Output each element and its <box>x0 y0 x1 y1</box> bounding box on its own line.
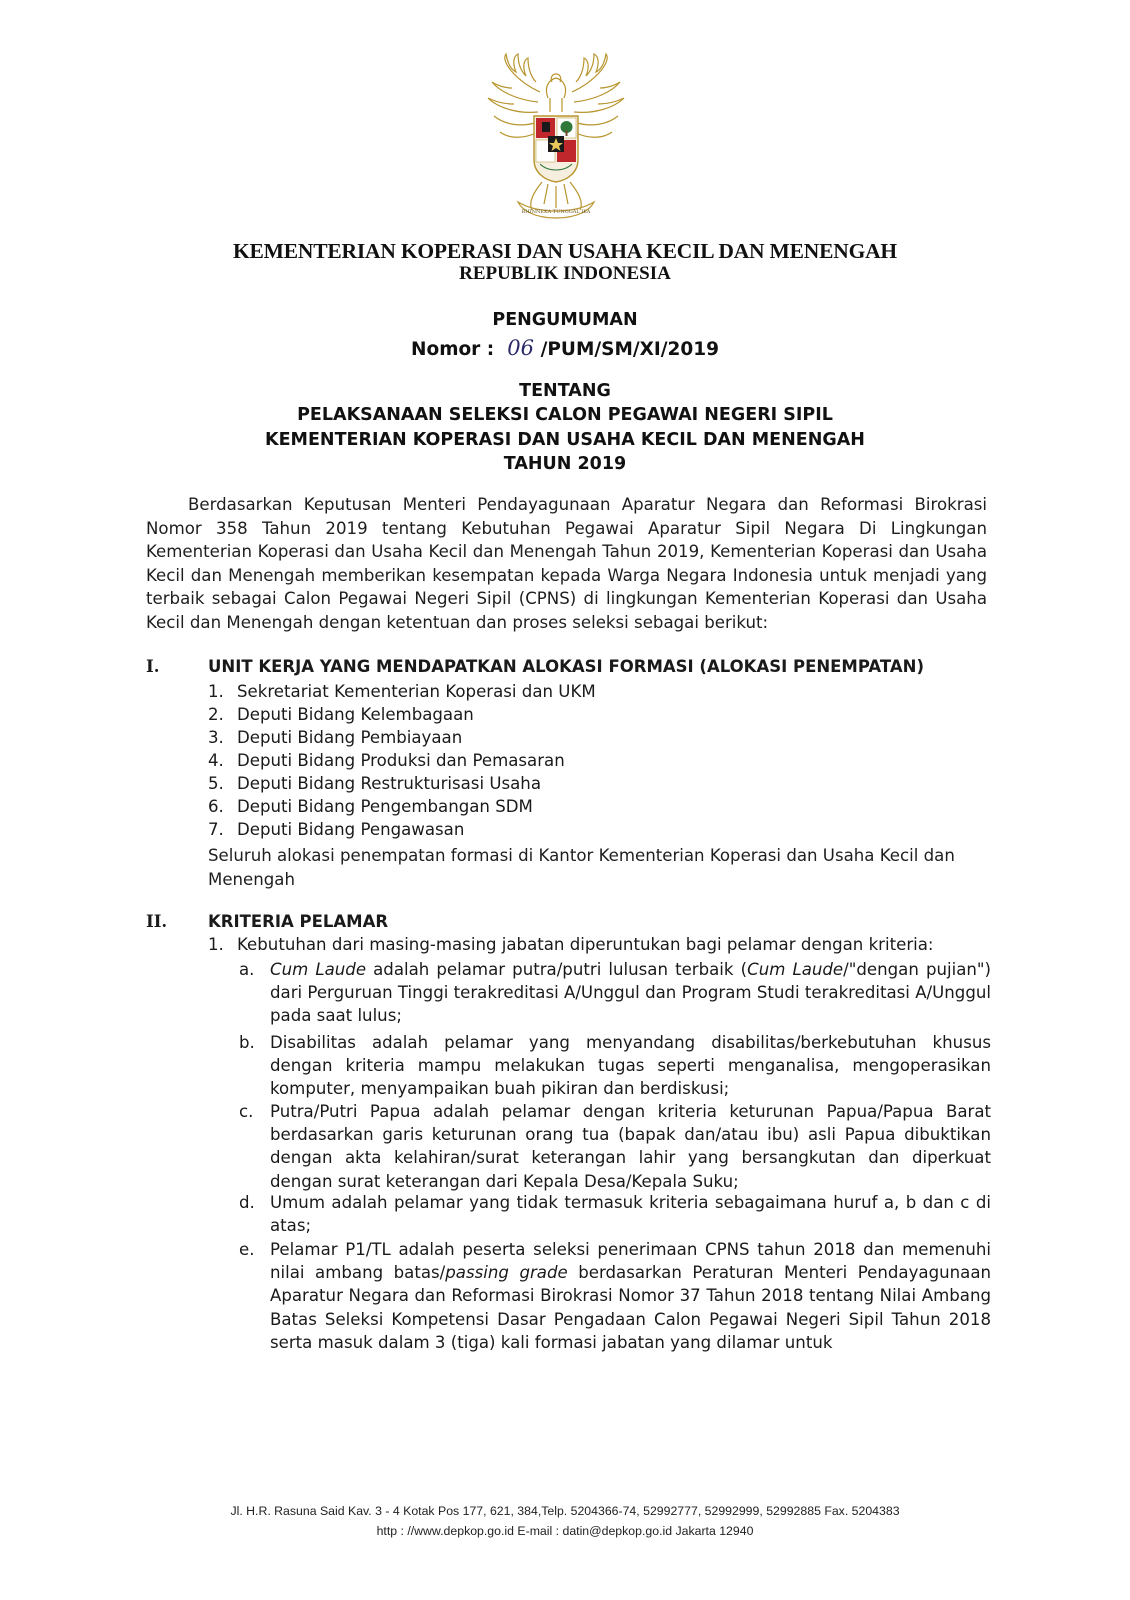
title-line-3: TAHUN 2019 <box>503 454 627 474</box>
section-1-title: UNIT KERJA YANG MENDAPATKAN ALOKASI FORMASI (ALOKASI PENEMPATAN) <box>208 657 925 676</box>
nomor-prefix: Nomor : <box>411 339 495 360</box>
tentang-label: TENTANG <box>519 381 611 401</box>
announcement-number <box>0 336 1130 360</box>
title-line-1: PELAKSANAAN SELEKSI CALON PEGAWAI NEGERI SIPIL <box>297 405 833 425</box>
announcement-label: PENGUMUMAN <box>492 310 638 330</box>
emblem-motto: BHINNEKA TUNGGAL IKA <box>521 209 591 215</box>
list-item: 6. Deputi Bidang Pengembangan SDM <box>208 797 533 816</box>
list-item: 4. Deputi Bidang Produksi dan Pemasaran <box>208 751 565 770</box>
country-name: REPUBLIK INDONESIA <box>459 263 671 284</box>
intro-paragraph: Berdasarkan Keputusan Menteri Pendayagunaan Aparatur Negara dan Reformasi Birokrasi Nomor 358 Tahun 2019 tentang Kebutuhan Pegawai Aparatur Sipil Negara Di Lingkungan Kementerian Koperasi dan Usaha Kecil dan Menengah Tahun 2019, Kementerian Koperasi dan Usaha Kecil dan Menengah memberikan kesempatan kepada Warga Negara Indonesia untuk menjadi yang terbaik sebagai Calon Pegawai Negeri Sipil (CPNS) di lingkungan Kementerian Koperasi dan Usaha Kecil dan Menengah dengan ketentuan dan proses seleksi sebagai berikut: <box>146 495 987 632</box>
nomor-suffix: /PUM/SM/XI/2019 <box>540 339 719 360</box>
list-item: 3. Deputi Bidang Pembiayaan <box>208 728 463 747</box>
criteria-a: a. Cum Laude adalah pelamar putra/putri lulusan terbaik (Cum Laude/"dengan pujian") dari Perguruan Tinggi terakreditasi A/Unggul dan Program Studi terakreditasi A/Unggul pada saat lulus; <box>239 960 992 1026</box>
section-1-number: I. <box>146 657 160 676</box>
footer-contact: http : //www.depkop.go.id E-mail : datin@depkop.go.id Jakarta 12940 <box>376 1524 754 1538</box>
section-1-closing: Seluruh alokasi penempatan formasi di Kantor Kementerian Koperasi dan Usaha Kecil dan Menengah <box>208 846 955 889</box>
list-item: 2. Deputi Bidang Kelembagaan <box>208 705 474 724</box>
footer-address: Jl. H.R. Rasuna Said Kav. 3 - 4 Kotak Pos 177, 621, 384,Telp. 5204366-74, 52992777, 52992999, 52992885 Fax. 5204383 <box>230 1504 900 1518</box>
section-2-number: II. <box>146 912 168 931</box>
work-unit-list <box>208 680 596 841</box>
handwritten-number: 06 <box>507 336 534 360</box>
list-item: 7. Deputi Bidang Pengawasan <box>208 820 465 839</box>
garuda-emblem <box>478 52 634 230</box>
criteria-d: d. Umum adalah pelamar yang tidak termasuk kriteria sebagaimana huruf a, b dan c di atas; <box>239 1193 991 1236</box>
criteria-b: b. Disabilitas adalah pelamar yang menyandang disabilitas/berkebutuhan khusus dengan kriteria mampu melakukan tugas seperti menganalisa, mengoperasikan komputer, menyampaikan buah pikiran dan berdiskusi; <box>239 1033 991 1099</box>
criteria-e: e. Pelamar P1/TL adalah peserta seleksi penerimaan CPNS tahun 2018 dan memenuhi nilai ambang batas/passing grade berdasarkan Peraturan Menteri Pendayagunaan Aparatur Negara dan Reformasi Birokrasi Nomor 37 Tahun 2018 tentang Nilai Ambang Batas Seleksi Kompetensi Dasar Pengadaan Calon Pegawai Negeri Sipil Tahun 2018 serta masuk dalam 3 (tiga) kali formasi jabatan yang dilamar untuk <box>239 1240 992 1352</box>
list-item: 5. Deputi Bidang Restrukturisasi Usaha <box>208 774 541 793</box>
criteria-item-1: 1. Kebutuhan dari masing-masing jabatan diperuntukan bagi pelamar dengan kriteria: <box>208 935 934 954</box>
ministry-name: KEMENTERIAN KOPERASI DAN USAHA KECIL DAN MENENGAH <box>233 239 897 263</box>
list-item: 1. Sekretariat Kementerian Koperasi dan UKM <box>208 682 596 701</box>
title-line-2: KEMENTERIAN KOPERASI DAN USAHA KECIL DAN MENENGAH <box>265 430 865 450</box>
section-2-title: KRITERIA PELAMAR <box>208 912 389 931</box>
criteria-c: c. Putra/Putri Papua adalah pelamar dengan kriteria keturunan Papua/Papua Barat berdasarkan garis keturunan orang tua (bapak dan/atau ibu) asli Papua dibuktikan dengan akta kelahiran/surat keterangan lahir yang bersangkutan dan diperkuat dengan surat keterangan dari Kepala Desa/Kepala Suku; <box>239 1102 991 1191</box>
